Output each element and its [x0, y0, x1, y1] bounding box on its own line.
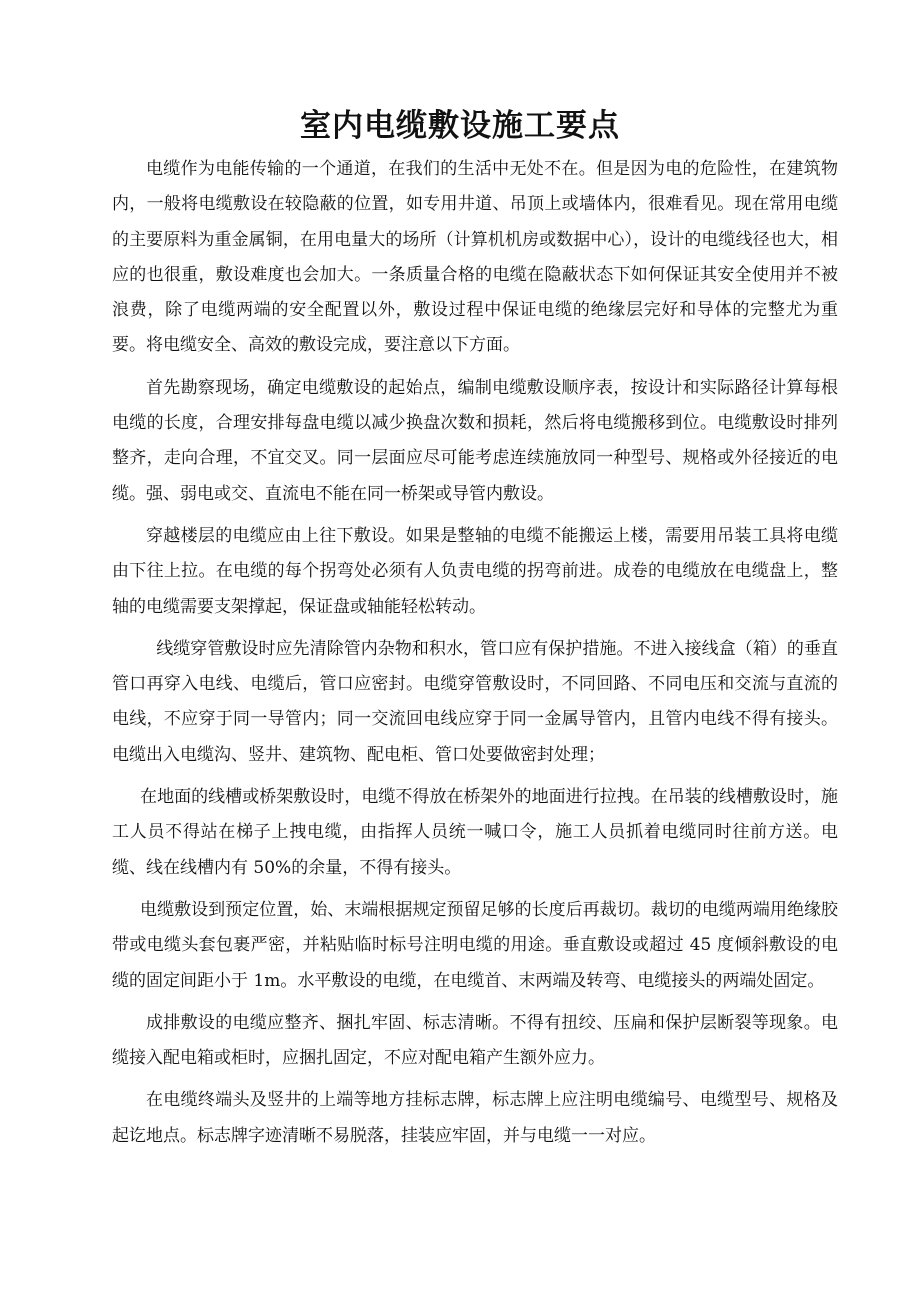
paragraph-arrangement: 成排敷设的电缆应整齐、捆扎牢固、标志清晰。不得有扭绞、压扁和保护层断裂等现象。电缆接入配电箱或柜时，应捆扎固定，不应对配电箱产生额外应力。 [112, 1012, 838, 1069]
paragraph-labels: 在电缆终端头及竖井的上端等地方挂标志牌，标志牌上应注明电缆编号、电缆型号、规格及起讫地点。标志牌字迹清晰不易脱落，挂装应牢固，并与电缆一一对应。 [112, 1090, 838, 1146]
paragraph-trunking: 在地面的线槽或桥架敷设时，电缆不得放在桥架外的地面进行拉拽。在吊装的线槽敷设时，施工人员不得站在梯子上拽电缆，由指挥人员统一喊口令，施工人员抓着电缆同时往前方送。电缆、线在线槽内有 50%的余量，不得有接头。 [112, 787, 838, 878]
paragraph-conduit: 线缆穿管敷设时应先清除管内杂物和积水，管口应有保护措施。不进入接线盒（箱）的垂直管口再穿入电线、电缆后，管口应密封。电缆穿管敷设时，不同回路、不同电压和交流与直流的电线，不应穿于同一导管内；同一交流回电线应穿于同一金属导管内，且管内电线不得有接头。电缆出入电缆沟、竖井、建筑物、配电柜、管口处要做密封处理； [112, 638, 838, 765]
paragraph-site-survey: 首先勘察现场，确定电缆敷设的起始点，编制电缆敷设顺序表，按设计和实际路径计算每根电缆的长度，合理安排每盘电缆以减少换盘次数和损耗，然后将电缆搬移到位。电缆敷设时排列整齐，走向合理，不宜交叉。同一层面应尽可能考虑连续施放同一种型号、规格或外径接近的电缆。强、弱电或交、直流电不能在同一桥架或导管内敷设。 [112, 377, 838, 504]
document-body [112, 152, 838, 1161]
document-title: 室内电缆敷设施工要点 [300, 108, 620, 144]
paragraph-intro: 电缆作为电能传输的一个通道，在我们的生活中无处不在。但是因为电的危险性，在建筑物内，一般将电缆敷设在较隐蔽的位置，如专用井道、吊顶上或墙体内，很难看见。现在常用电缆的主要原料为重金属铜，在用电量大的场所（计算机机房或数据中心），设计的电缆线径也大，相应的也很重，敷设难度也会加大。一条质量合格的电缆在隐蔽状态下如何保证其安全使用并不被浪费，除了电缆两端的安全配置以外，敷设过程中保证电缆的绝缘层完好和导体的完整尤为重要。将电缆安全、高效的敷设完成，要注意以下方面。 [112, 159, 838, 356]
paragraph-floor-crossing: 穿越楼层的电缆应由上往下敷设。如果是整轴的电缆不能搬运上楼，需要用吊装工具将电缆由下往上拉。在电缆的每个拐弯处必须有人负责电缆的拐弯前进。成卷的电缆放在电缆盘上，整轴的电缆需要支架撑起，保证盘或轴能轻松转动。 [112, 525, 838, 617]
paragraph-cutting-fixing: 电缆敷设到预定位置，始、末端根据规定预留足够的长度后再裁切。裁切的电缆两端用绝缘胶带或电缆头套包裹严密，并粘贴临时标号注明电缆的用途。垂直敷设或超过 45 度倾斜敷设的电缆的固定间距小于 1m。水平敷设的电缆，在电缆首、末两端及转弯、电缆接头的两端处固定。 [112, 899, 838, 991]
